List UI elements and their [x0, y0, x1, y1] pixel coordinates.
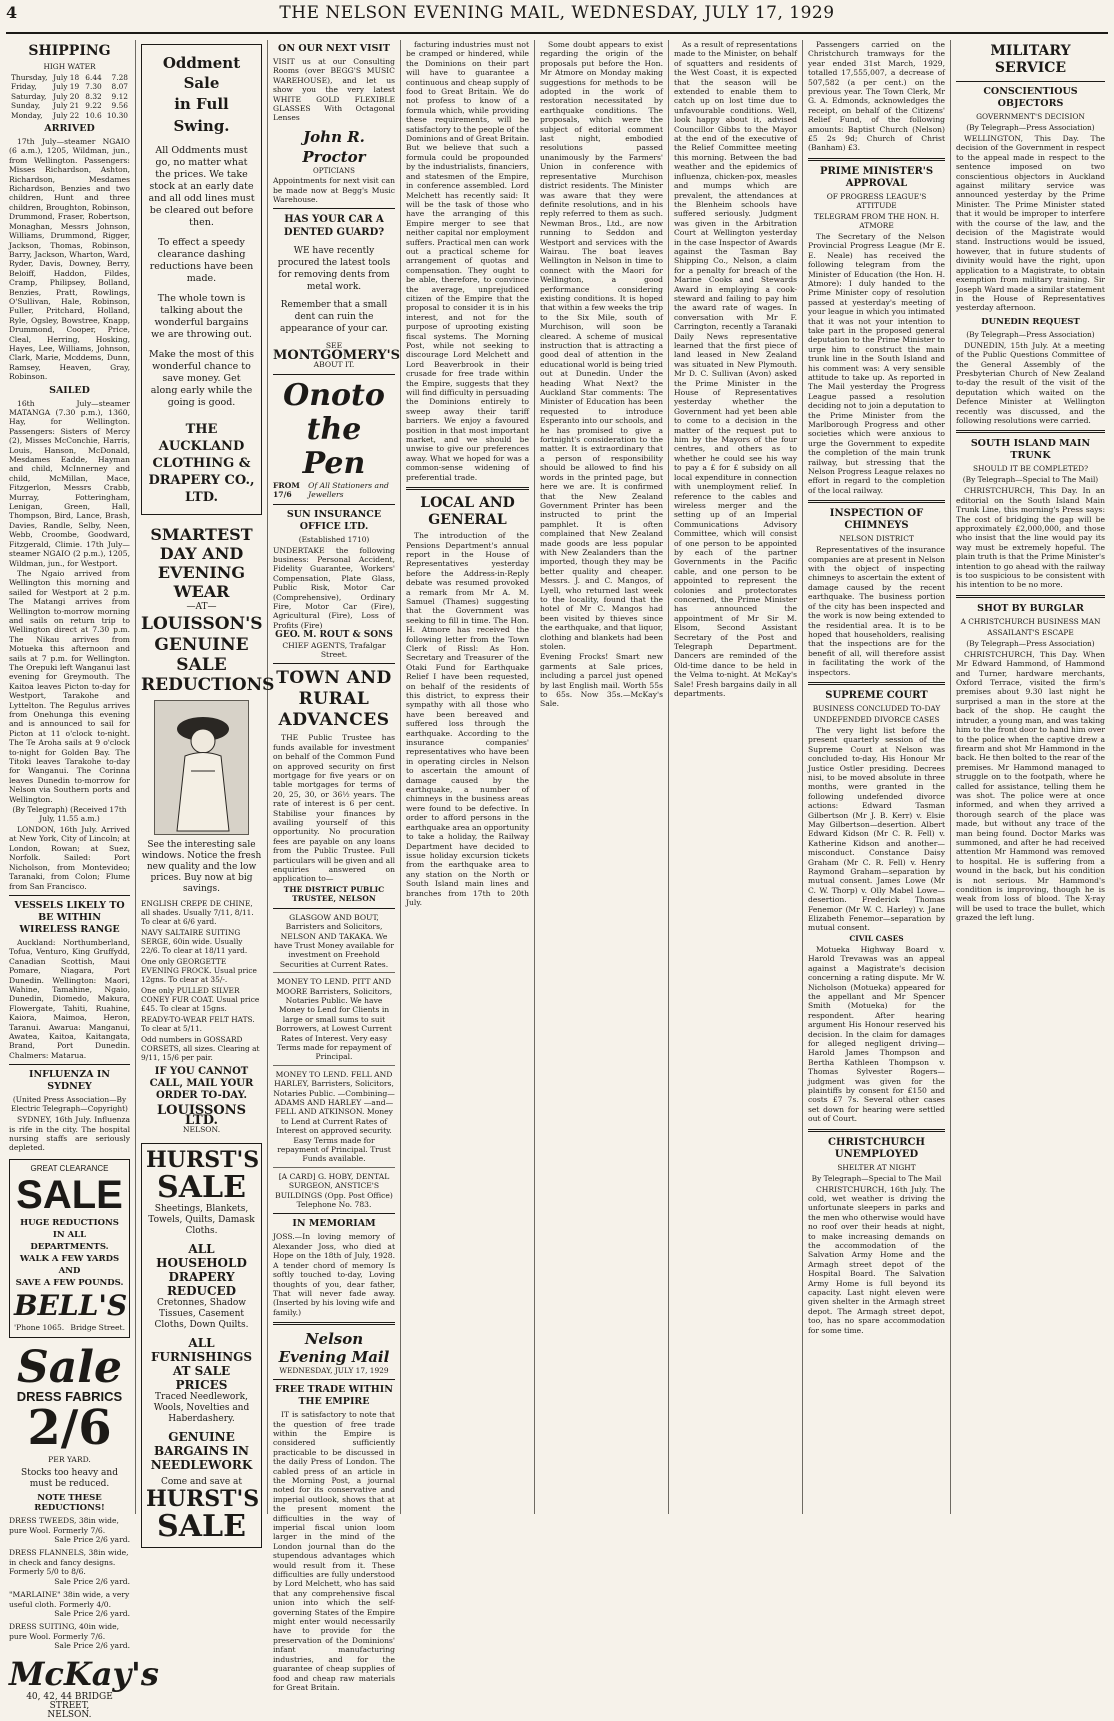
objectors-heading: CONSCIENTIOUS OBJECTORS — [983, 86, 1078, 109]
sailed-text: 16th July—steamer MATANGA (7.30 p.m.), 1360, Hay, for Wellington. Passengers: Sisters of Mercy (2), Misses McConchie, Harris, Louis, Hanson, McDonald, Mesdames Eadde, Hayman and child, McInnerney and child, McMillan, Mace, Fitzgerlon, Messrs Crabb, Murray, Fotteringham, Lenigan, Green, Hall, Thompson, Bird, Lance, Brash, Davies, Randle, Selby, Neen, Webb, Croombe, Goodward, Fitzgerald, Climie. 17th July—steamer NGAIO (2 p.m.), 1205, Wildman, jun., for Westport. — [9, 398, 130, 568]
bells-brand: BELL'S — [14, 1289, 128, 1323]
pm-approval-heading: PRIME MINISTER'S APPROVAL — [819, 165, 934, 189]
tide-day: Monday, — [11, 110, 43, 120]
editorial-heading: FREE TRADE WITHIN THE EMPIRE — [275, 1384, 393, 1408]
oddment-body-4: Make the most of this wonderful chance to save money. Get along early while the going is good. — [149, 349, 254, 408]
local-continued-2: As a result of representations made to the Minister, on behalf of squatters and residents of the West Coast, it is expected that the season will be extended to enable them to catch up on lost time due to unfavourable conditions. Well, look happy about it, advised Councillor Gibbs to the Mayor at the end of the executive of the Relief Committee meeting this morning. Between the bad weather and the epidemics of influenza, chicken-pox, measles and mumps which are prevalent, the attendances at the Blenheim schools have suffered seriously. Judgment was given in the Arbitration Court at Wellington yesterday in the case Inspector of Awards against the Tasman Bay Shipping Co., Nelson, a claim for a penalty for breach of the Marine Cooks and Stewards Award in employing a cook-steward and failing to pay him the award rate of wages. In conversation with Mr F. Carrington, recently a Taranaki Daily News representative learned that the first piece of land leased in New Zealand was situated in New Plymouth. Mr D. C. Sullivan (Avon) asked the Prime Minister in the House of Representatives yesterday whether the Government had yet been able to come to a decision in the matter of the request put to him by the Mayors of the four centres, and others as to whether he could see his way to pay a £ for £ subsidy on all local expenditure in connection with unemployment relief. In reference to the cables and wireless merger and the setting up of an Imperial Communications Advisory Committee, which will consist of one person to be appointed by each of the partner Governments in the Pacific cable, and one person to be appointed to represent the colonies and protectorates concerned, the Prime Minister has announced the appointment of Mr Sir M. Elsom, Second Assistant Secretary of the Post and Telegraph Department. Dancers are reminded of the Old-time dance to be held in the Velma to-night. At McKay's Sale! Fresh bargains daily in all departments. — [674, 40, 797, 699]
tide-am: 6.44 — [85, 73, 102, 82]
tide-pm: 8.07 — [111, 82, 128, 92]
mckays-sale: Sale — [17, 1341, 122, 1393]
oddment-body-2: To effect a speedy clearance dashing reductions have been made. — [149, 237, 254, 284]
burglar-text: CHRISTCHURCH, This Day. When Mr Edward Hammond, of Hammond and Turner, hardware merchants, Oxford Terrace, visited the firm's premises about 9.30 last night he surprised a man in the store at the back of the shop. He caught the intruder, a young man, and was taking him to the front door to hand him over to the police when the captive drew a firearm and shot Mr Hammond in the back. He then bolted to the rear of the premises. Mr Hammond managed to struggle on to the footpath, where he called for assistance, telling them he was shot. The police were at once informed, and when they arrived a thorough search of the place was made, but without any trace of the man being found. Doctor Marks was summoned, and after he had received attention Mr Hammond was removed to hospital. He is suffering from a wound in the back, but his condition is not serious. Mr Hammond's condition is improving, though he is weak from loss of blood. The X-ray will be used to trace the bullet, which grazed the left lung. — [956, 649, 1105, 923]
mckays-item — [9, 1548, 130, 1586]
trustee: THE DISTRICT PUBLIC TRUSTEE, NELSON — [283, 884, 385, 904]
hursts-advert — [141, 1143, 262, 1548]
tide-day: Saturday, — [11, 91, 47, 101]
louissons-town: NELSON. — [182, 1125, 221, 1135]
divider — [9, 895, 130, 896]
military-heading: MILITARY SERVICE — [990, 43, 1071, 76]
mckays-note-head: NOTE THESE REDUCTIONS! — [34, 1493, 105, 1513]
shipping-heading: SHIPPING — [28, 43, 111, 59]
supreme-court-sub: BUSINESS CONCLUDED TO-DAY — [812, 703, 941, 713]
divider — [808, 158, 945, 161]
louissons-mail: IF YOU CANNOT CALL, MAIL YOUR ORDER TO-DAY. — [149, 1066, 254, 1102]
supreme-court-text: The very light list before the present quarterly session of the Supreme Court at Nelson was concluded to-day, His Honour Mr Justice Ostler presiding. Decrees nisi, to be moved absolute in three months, were granted in the following undefended divorce actions: Edward Tasman Gilbertson (Mr J. B. Kerr) v. Elsie May Gilbertson—desertion. Albert Edward Kidson (Mr C. R. Fell) v. Katherine Kidson and another—misconduct. Constance Daisy Graham (Mr C. R. Fell) v. Henry Raymond Graham—separation by mutual consent. James Lowe (Mr C. W. Thorp) v. Olly Mabel Lowe—desertion. Frederick Thomas Fenemor (Mr W. C. Harley) v. Jane Elizabeth Fenemor—separation by mutual consent. — [808, 725, 945, 933]
tide-pm: 10.30 — [106, 110, 128, 120]
onoto-price: FROM 17/6 — [273, 480, 300, 500]
credit-3: (By Telegraph—Special to The Mail) — [962, 475, 1099, 485]
bells-advert — [9, 1159, 130, 1338]
masthead — [6, 4, 1108, 34]
tide-date: July 18 — [53, 73, 80, 82]
onoto-logo: Onoto the Pen — [283, 377, 385, 481]
louissons-item: One only GEORGETTE EVENING FROCK. Usual price 12gns. To clear at 35/-. — [141, 957, 257, 985]
dentist-card: [A CARD] G. HOBY, DENTAL SURGEON, ANSTICE'S BUILDINGS (Opp. Post Office) Telephone No. 783. — [275, 1171, 393, 1210]
mckays-item — [9, 1590, 130, 1618]
oddment-subtitle: in Full Swing. — [173, 95, 230, 135]
louissons-items — [141, 899, 262, 1062]
newspaper-title: THE NELSON EVENING MAIL, WEDNESDAY, JULY 17, 1929 — [279, 3, 835, 23]
louissons-item: READY-TO-WEAR FELT HATS. To clear at 5/11. — [141, 1015, 255, 1034]
mckays-frocks-note: Evening Frocks! Smart new garments at Sale prices, including a parcel just opened by last English mail. Worth 55s to 65s. Now 35s.—McKay's Sale. — [540, 652, 663, 709]
divider — [808, 500, 945, 503]
column-local — [535, 40, 669, 1514]
hursts-items: Sheetings, Blankets, Towels, Quilts, Damask Cloths. — [148, 1203, 255, 1236]
editorial-masthead: Nelson Evening Mail — [278, 1330, 390, 1367]
tide-date: July 22 — [53, 110, 80, 120]
proctor-sub: OPTICIANS — [313, 166, 355, 175]
tide-date: July 21 — [53, 101, 80, 111]
louissons-item: Odd numbers in GOSSARD CORSETS, all sizes. Clearing at 9/11, 15/6 per pair. — [141, 1035, 260, 1063]
movements-text: The Ngaio arrived from Wellington this morning and sailed for Westport at 2 p.m. The Matangi arrives from Wellington to-morrow morning and sails on return trip to Wellington direct at 7.30 p.m. The Nikau arrives from Motueka this afternoon and sails at 7 p.m. for Wellington. The Orepuki left Wanganui last evening for Greymouth. The Kaitoa leaves Picton to-day for Westport, Tarakohe and Lyttelton. The Regulus arrives from Onehunga this evening and is announced to sail for Picton at 11 o'clock to-night. The Te Aroha sails at 9 o'clock to-night for Golden Bay. The Titoki leaves Tarakohe to-day for Wanganui. The Corinna leaves Dunedin to-morrow for Nelson via Southern ports and Wellington. — [9, 568, 130, 804]
london-text: LONDON, 16th July. Arrived at New York, City of Lincoln; at London, Rowan; at Suez, Norfolk. Sailed: Port Nicholson, from Montevideo; Taranaki, from Colon; Flume from San Francisco. — [9, 825, 130, 891]
railway-sub: SHOULD IT BE COMPLETED? — [972, 464, 1089, 474]
column-local-2 — [669, 40, 803, 1514]
mckays-item-price: Sale Price 2/6 yard. — [54, 1576, 130, 1586]
bells-lines — [14, 1217, 125, 1289]
town-rural-text: THE Public Trustee has funds available for investment on behalf of the Common Fund on approved security on first mortgage for five years or on table mortgages for terms of 20, 25, 30, or 36½ years. The rate of interest is 6 per cent. Stabilise your finances by availing yourself of this opportunity. No procuration fees are payable on any loans from the Public Trustee. Full particulars will be given and all enquiries answered on application to— — [273, 733, 395, 884]
divider — [273, 374, 395, 375]
divider — [956, 595, 1105, 598]
illustration-svg — [155, 701, 250, 836]
divider — [9, 1064, 130, 1065]
tide-row — [9, 101, 130, 110]
tide-pm: 7.28 — [111, 73, 128, 82]
louissons-advert — [141, 525, 275, 1135]
louissons-item: ENGLISH CREPE DE CHINE, all shades. Usually 7/11, 8/11. To clear at 6/6 yard. — [141, 899, 254, 927]
louissons-at: —AT— — [186, 602, 217, 612]
tide-row — [9, 92, 130, 101]
louissons-title: SMARTEST DAY AND EVENING WEAR — [150, 525, 253, 601]
oddment-title: Oddment Sale — [162, 54, 241, 92]
proctor-logo: John R. Proctor — [302, 127, 366, 166]
editorial-text: IT is satisfactory to note that the question of free trade within the Empire is considered sufficiently practicable to be discussed in the daily Press of London. The cabled press of an article in the Morning Post, a journal noted for its conservative and imperial outlook, shows that at the present moment the difficulties in the way of imperial fiscal union loom larger in the mind of the London journal than do the stupendous advantages which would result from it. These difficulties are fully understood by Lord Melchett, who has said that any comprehensive fiscal union into which the self-governing States of the Empire might enter would necessarily have to provide for the preservation of the Dominions' infant manufacturing industries, and for the guarantee of cheap supplies of food and cheap raw materials for Great Britain. — [273, 1410, 395, 1692]
hursts-drapery: ALL HOUSEHOLD DRAPERY REDUCED — [156, 1241, 247, 1298]
legal-card: GLASGOW AND BOUT, Barristers and Solicitors, NELSON AND TAKAKA. We have Trust Money available for investment on Freehold Securities at Current Rates. — [273, 913, 395, 973]
tide-date: July 19 — [53, 82, 80, 92]
chimneys-text: Representatives of the insurance companies are at present in Nelson with the object of inspecting chimneys to ascertain the extent of damage caused by the recent earthquake. The business portion of the city has been inspected and the work is now being extended to the residential area. It is to be hoped that householders, realising that the inspections are for the benefit of all, will therefore assist in facilitating the work of the inspectors. — [808, 545, 945, 677]
montgomery-text: WE have recently procured the latest tools for removing dents from metal work. — [277, 246, 391, 293]
divider — [273, 504, 395, 505]
mckays-item-price: Sale Price 2/6 yard. — [54, 1641, 130, 1651]
sun-est: (Established 1710) — [298, 534, 370, 544]
unemployed-heading: CHRISTCHURCH UNEMPLOYED — [828, 1136, 925, 1160]
mckays-item-text: DRESS TWEEDS, 38in wide, pure Wool. Formerly 7/6. — [9, 1516, 119, 1535]
credit-4: (By Telegraph—Press Association) — [966, 638, 1095, 648]
onoto-footer — [273, 481, 395, 500]
hursts-brand: HURST'S — [146, 1486, 260, 1513]
montgomery-heading: HAS YOUR CAR A DENTED GUARD? — [283, 214, 385, 239]
divorce-heading: UNDEFENDED DIVORCE CASES — [813, 714, 940, 724]
divider — [808, 682, 945, 685]
dunedin-heading: DUNEDIN REQUEST — [981, 316, 1080, 327]
tide-am: 7.30 — [85, 82, 102, 92]
column-telegraph — [951, 40, 1110, 1514]
onoto-sub: Of All Stationers and Jewellers — [308, 480, 389, 500]
louissons-brand-2: LOUISSONS LTD. — [157, 1103, 246, 1128]
telegraph-note: (By Telegraph) (Received 17th July, 11.55 a.m.) — [12, 805, 127, 824]
burglar-sub-2: ASSAILANT'S ESCAPE — [987, 627, 1074, 637]
civil-cases-heading: CIVIL CASES — [849, 933, 904, 943]
oddment-body-1: All Oddments must go, no matter what the prices. We take stock at an early date and all odd lines must be cleared out before then. — [148, 145, 255, 228]
mckays-item-price: Sale Price 2/6 yard. — [54, 1535, 130, 1545]
mckays-brand: McKay's — [9, 1654, 159, 1693]
column-shipping — [4, 40, 159, 1721]
sun-heading: SUN INSURANCE OFFICE LTD. — [286, 508, 382, 532]
louissons-text: See the interesting sale windows. Notice the fresh new quality and the low prices. Buy now at big savings. — [141, 840, 262, 895]
mckays-item — [9, 1622, 130, 1650]
memoriam-heading: IN MEMORIAM — [292, 1218, 376, 1230]
tide-day: Thursday, — [11, 73, 48, 82]
tide-am: 9.22 — [85, 101, 102, 111]
legal-card: MONEY TO LEND. FELL AND HARLEY, Barristers, Solicitors, Notaries Public. —Combining— ADAMS AND HARLEY —and— FELL AND ATKINSON. Money to Lend at Current Rates of Interest on approved security. Easy Terms made for repayment of Principal. Trust Funds available. — [273, 1070, 395, 1168]
louissons-item: NAVY SALTAIRE SUITING SERGE, 60in wide. Usually 22/6. To clear at 18/11 yard. — [141, 928, 248, 956]
montgomery-text-2: Remember that a small dent can ruin the appearance of your car. — [280, 300, 388, 335]
tramways-text: Passengers carried on the Christchurch tramways for the year ended 31st March, 1929, totalled 17,555,007, a decrease of 507,582 (a per cent.) on the previous year. The Town Clerk, Mr G. A. Edmonds, acknowledges the receipt, on behalf of the Citizens' Relief Fund, of the following amounts: Baptist Church (Nelson) £5 2s 9d; Church of Christ (Banham) £3. — [808, 40, 945, 153]
sun-agent: GEO. M. ROUT & SONS — [275, 630, 393, 641]
tide-day: Friday, — [11, 82, 37, 92]
bells-line: WALK A FEW YARDS AND — [19, 1254, 120, 1277]
divider — [273, 908, 395, 909]
mckays-item-text: DRESS SUITING, 40in wide, pure Wool. Formerly 7/6. — [9, 1622, 120, 1641]
tide-row — [9, 73, 130, 82]
legal-card: MONEY TO LEND. PITT AND MOORE Barristers, Solicitors, Notaries Public. We have Money to Lend for Clients in large or small sums to suit Borrowers, at Lowest Current Rates of Interest. Very easy Terms made for repayment of Principal. — [273, 977, 395, 1066]
auckland-brand: THE AUCKLAND CLOTHING & DRAPERY CO., LTD. — [148, 422, 255, 505]
arrived-text: 17th July—steamer NGAIO (6 a.m.), 1205, Wildman, jun., from Wellington. Passengers: Misses Richardson, Ashton, Richardson, Mesdames Richardson, Benzies and two children, Hunt and three children, Broughton, Robinson, Drummond, Fraser, Robertson, Monaghan, Messrs Johnson, Williams, Drummond, Rigger, Jackson, Thomas, Robinson, Barry, Jackson, Wharton, Ward, Ryder, Davis, Downey, Berry, Beloiff, Haddon, Fildes, Cramp, Philipsey, Bolland, Benzies, Pratt, Rowlings, O'Sullivan, Hale, Robinson, Fuller, Pritchard, Holland, Ryle, Ogsley, Bowstree, Knapp, Drummond, Cooper, Price, Cleal, Herring, Hosking, Hayes, Lee, Williams, Johnson, Clark, Marie, Mcddems, Dunn, Ramsey, Heaven, Gray, Robinson. — [9, 137, 130, 382]
divider — [956, 81, 1105, 82]
montgomery-see: SEE — [325, 341, 343, 351]
burglar-heading: SHOT BY BURGLAR — [977, 602, 1084, 614]
legal-cards — [273, 913, 395, 1168]
bells-top: GREAT CLEARANCE — [30, 1163, 109, 1173]
bells-street: Bridge Street. — [70, 1323, 125, 1333]
supreme-court-heading: SUPREME COURT — [825, 689, 928, 701]
divider — [273, 663, 395, 664]
column-editorial — [401, 40, 535, 1514]
tide-am: 10.6 — [85, 110, 102, 120]
divider — [273, 1379, 395, 1380]
unemployed-credit: By Telegraph—Special to The Mail — [811, 1173, 942, 1183]
mckays-line: DRESS FABRICS — [16, 1388, 123, 1404]
oddment-body-3: The whole town is talking about the wonderful bargains we are throwing out. — [151, 293, 252, 340]
arrived-heading: ARRIVED — [44, 123, 95, 135]
high-water-heading: HIGH WATER — [43, 62, 96, 71]
influenza-text: SYDNEY, 16th July. Influenza is rife in the city. The hospital nursing staffs are seriously depleted. — [9, 1115, 130, 1153]
louissons-item: One only PULLED SILVER CONEY FUR COAT. Usual price £45. To clear at 15gns. — [141, 986, 260, 1014]
woman-in-hat-illustration — [154, 700, 249, 835]
local-general-text: The introduction of the Pensions Department's annual report in the House of Representatives yesterday before the Address-in-Reply debate was resumed provoked a remark from Mr A. M. Samuel (Thames) suggesting that the Government was seeking to fill in time. The Hon. H. Atmore has received the following letter from the Town Clerk of Rissl: As Hon. Secretary and Treasurer of the Otaki Fund for Earthquake Relief I have been requested, on behalf of the residents of this district, to express their sympathy with all those who have been bereaved and suffered loss through the earthquake. According to the insurance companies' representatives who have been in operating circles in Nelson to ascertain the amount of damage caused by the earthquake, a number of chimneys in the business areas were found to be defective. In order to afford persons in the earthquake area an opportunity to take a holiday, the Railway Department have decided to issue holiday excursion tickets from the earthquake area to any station on the North or South Island main lines and branches from 17th to 20th July. — [406, 531, 529, 907]
tide-row — [9, 82, 130, 91]
chimneys-sub: NELSON DISTRICT — [839, 534, 914, 544]
montgomery-about: ABOUT IT. — [313, 360, 355, 370]
hursts-furnishings: ALL FURNISHINGS AT SALE PRICES — [150, 1335, 253, 1392]
tide-pm: 9.56 — [111, 101, 128, 111]
divider — [273, 1322, 395, 1325]
divider — [273, 208, 395, 209]
mckays-text: Stocks too heavy and must be reduced. — [21, 1468, 118, 1490]
auckland-clothing-advert — [141, 44, 262, 515]
louissons-genuine: GENUINE SALE REDUCTIONS — [141, 635, 275, 696]
burglar-sub: A CHRISTCHURCH BUSINESS MAN — [960, 616, 1101, 626]
mckays-price: 2/6 — [27, 1400, 112, 1457]
mckays-advert — [9, 1341, 159, 1721]
influenza-heading: INFLUENZA IN SYDNEY — [29, 1069, 110, 1093]
vessels-text: Auckland: Northumberland, Tofua, Venturo, King Gruffydd, Canadian Scottish, Maui Pomare, Niagara, Port Dunedin. Wellington: Maori, Wahine, Tamahine, Ngaio, Dunedin, Diomedo, Makura, Flowergate, Tahiti, Ruahine, Kaiora, Maimoa, Heron, Taranui. Awarua: Manganui, Awatea, Kaitoa, Kaitangata, Brand, Port Dunedin. Chalmers: Matarua. — [9, 937, 130, 1060]
hursts-brand-sale: SALE — [157, 1509, 246, 1545]
railway-text: CHRISTCHURCH, This Day. In an editorial on the South Island Main Trunk Line, this morning's Press says: The cost of bridging the gap will be approximately £2,000,000, and those who insist that the line would pay its way must be extremely hopeful. The plain truth is that the Prime Minister's intention to go ahead with the railway is too suspicious to be consistent with his intention to be no more. — [956, 486, 1105, 590]
tide-date: July 20 — [53, 91, 80, 101]
influenza-credit: (United Press Association—By Electric Telegraph—Copyright) — [11, 1095, 128, 1114]
hursts-drapery-text: Cretonnes, Shadow Tissues, Casement Cloths, Down Quilts. — [154, 1297, 249, 1330]
memoriam-text: JOSS.—In loving memory of Alexander Joss, who died at Hope on the 18th of July, 1928. A tender chord of memory Is softly touched to-day, Loving thoughts of you, dear father, That will never fade away. (Inserted by his loving wife and family.) — [273, 1232, 395, 1317]
tide-am: 8.32 — [85, 91, 102, 101]
tide-row — [9, 111, 130, 120]
divider — [956, 430, 1105, 433]
credit-2: (By Telegraph—Press Association) — [966, 329, 1095, 339]
hursts-title: HURST'S — [146, 1146, 260, 1173]
hursts-come: Come and save at — [160, 1476, 243, 1487]
unemployed-text: CHRISTCHURCH, 16th July. The cold, wet weather is driving the unfortunate sleepers in parks and the men who otherwise would have no roof over their heads at night, to make increasing demands on the accommodation of the Salvation Army Home and the Armagh street depot of the Hospital Board. The Salvation Army Home is full beyond its capacity. Last night eleven were given shelter in the Armagh street depot. The Armagh street depot, too, has no spare accommodation for some time. — [808, 1184, 945, 1335]
bells-line: HUGE REDUCTIONS IN ALL DEPARTMENTS. — [20, 1218, 119, 1253]
tide-table — [9, 73, 130, 120]
tide-day: Sunday, — [11, 101, 41, 111]
proctor-note: Appointments for next visit can be made now at Begg's Music Warehouse. — [273, 176, 395, 205]
bells-phone: 'Phone 1065. — [14, 1323, 65, 1333]
vessels-heading: VESSELS LIKELY TO BE WITHIN WIRELESS RANGE — [14, 899, 125, 935]
chimneys-heading: INSPECTION OF CHIMNEYS — [829, 508, 924, 532]
proctor-heading: ON OUR NEXT VISIT — [278, 43, 390, 54]
column-notices — [268, 40, 401, 1692]
mckays-item-text: DRESS FLANNELS, 38in wide, in check and fancy designs. Formerly 5/0 to 8/6. — [9, 1548, 129, 1577]
montgomery-brand: MONTGOMERY'S — [273, 347, 401, 363]
hursts-furnishings-text: Traced Needlework, Wools, Novelties and Haberdashery. — [153, 1391, 250, 1424]
bells-footer — [14, 1323, 125, 1332]
railway-heading: SOUTH ISLAND MAIN TRUNK — [970, 438, 1091, 462]
town-rural-heading: TOWN AND RURAL ADVANCES — [276, 668, 392, 731]
mckays-per: PER YARD. — [48, 1455, 91, 1465]
bells-line: SAVE A FEW POUNDS. — [15, 1278, 124, 1289]
mckays-town: NELSON. — [47, 1710, 92, 1721]
pm-approval-text: The Secretary of the Nelson Provincial Progress League (Mr E. E. Neale) has received the following telegram from the Minister of Education (the Hon. H. Atmore): I duly handed to the Prime Minister copy of resolution passed at yesterday's meeting of your league in which you intimated that it was not your intention to take part in the proposed general deputation to the Prime Minister to urge him to construct the main trunk line in the South Island and his comment was: A very sensible attitude to take up. As reported in The Mail yesterday the Progress League passed a resolution deciding not to join a deputation to the Prime Minister from the Marlborough Progress and other societies which were anxious to urge the Government to expedite the completion of the main trunk railway, but stressing that the Nelson Progress League relaxes no effort in regard to the completion of the local railway. — [808, 231, 945, 495]
military-text: WELLINGTON, This Day. The decision of the Government in respect to the appeal made in respect to the sentence imposed on two conscientious objectors in Auckland against military service was announced yesterday by the Prime Minister. The Prime Minister stated that it would be improper to interfere with the course of the law, and the decision of the Magistrate would stand. Instructions would be issued, however, that in future students of divinity would have the right, upon application to a Magistrate, to obtain exemption from military training. Sir Joseph Ward made a similar statement in the House of Representatives yesterday afternoon. — [956, 134, 1105, 313]
unemployed-sub: SHELTER AT NIGHT — [837, 1162, 916, 1172]
sun-agent-sub: CHIEF AGENTS, Trafalgar Street. — [282, 640, 386, 659]
credit-1: (By Telegraph—Press Association) — [966, 123, 1095, 132]
column-news — [803, 40, 951, 1514]
local-continued: Some doubt appears to exist regarding the origin of the proposals put before the Hon. Mr Atmore on Monday making suggestions for methods to be adopted in the work of restoration necessitated by earthquake conditions. The proposals, which were the subject of editorial comment last night, embodied resolutions passed unanimously by the Farmers' Union in conference with representative Murchison district residents. The Minister was aware that they were definite resolutions, and in his reply referred to them as such. Newman Bros., Ltd., are now running to Seddon and Westport and services with the Wairau. The boat leaves Wellington in Nelson in time to connect with the Maori for Wellington, a good performance considering existing conditions. It is hoped that within a few weeks the trip to the Six Mile, south of Murchison, will soon be cleared. A scheme of musical instruction that is attracting a good deal of attention in the educational world is being tried out at Dunedin. Under the heading What Next? the Auckland Star comments: The Minister of Education has been requested to introduce Esperanto into our schools, and he has promised to give a fortnight's consideration to the matter. It is extraordinary that a person of responsibility should be allowed to find his words in the printed page, but here we are. It is confirmed that the New Zealand Government Printer has been instructed to print the pamphlet. It is often complained that New Zealand made goods are less popular with New Zealanders than the imported, though they may be better quality and cheaper. Messrs. J. and C. Mangos, of Lyell, who returned last week to the locality, found that the hotel of Mr C. Mangos had been visited by thieves since the earthquake, and that liquor, clothing and blankets had been stolen. — [540, 40, 663, 651]
page-number: 4 — [6, 3, 18, 22]
mckays-item-price: Sale Price 2/6 yard. — [54, 1608, 130, 1618]
sailed-heading: SAILED — [49, 384, 90, 396]
pm-approval-sub: OF PROGRESS LEAGUE'S ATTITUDE — [826, 191, 927, 210]
dunedin-text: DUNEDIN, 15th July. At a meeting of the Public Questions Committee of the General Assembly of the Presbyterian Church of New Zealand to-day the result of the visit of the deputation which waited on the Defence Minister at Wellington recently was discussed, and the following resolutions were carried. — [956, 340, 1105, 425]
mckays-address: 40, 42, 44 BRIDGE STREET, — [26, 1691, 113, 1711]
editorial-continued: facturing industries must not be cramped or hindered, while the Dominions on their part will have to guarantee a continuous and cheap supply of food to Great Britain. We do not profess to know of a formula which, while providing these requirements, will be satisfactory to the people of the Dominions and of Great Britain. But we believe that such a formula could be propounded by the industrialists, financiers, and statesmen of the Empire, in conference assembled. Lord Melchett has recently said: It will be the task of those who have the arranging of this Empire merger to see that neither capital nor employment suffers. Practical men can work out a practical scheme for arrangement of quotas and compensation. They ought to be able, therefore, to convince the average, unprejudiced citizen of the Empire that the proposal to consider it is in his interest, and not for the purpose of uprooting existing fiscal systems. The Morning Post, while not seeking to discourage Lord Melchett and Lord Beaverbrook in their crusade for free trade within the Empire, suggests that they will find difficulty in persuading the Dominions entirely to sweep away their tariff barriers. We enjoy a favoured position in that most important market, and we should be unwise to give our preferences away. What we hoped for was a common-sense widening of preferential trade. — [406, 40, 530, 482]
mckays-item-text: "MARLAINE" 38in wide, a very useful cloth. Formerly 4/0. — [9, 1590, 130, 1609]
sun-text: UNDERTAKE the following business: Personal Accident, Fidelity Guarantee, Workers' Compensation, Plate Glass, Public Risk, Motor Car (Comprehensive), Ordinary Fire, Motor Car (Fire), Agricultural (Fire), Loss of Profits (Fire) — [273, 545, 395, 630]
louissons-brand: LOUISSON'S — [141, 614, 263, 635]
tide-pm: 9.12 — [111, 91, 128, 101]
proctor-text: VISIT us at our Consulting Rooms (over BEGG'S MUSIC WAREHOUSE), and let us show you the very latest WHITE GOLD FLEXIBLE GLASSES With Octagonal Lenses — [273, 57, 395, 123]
civil-cases-text: Motueka Highway Board v. Harold Trevawas was an appeal against a Magistrate's decision concerning a rating dispute. Mr W. Nicholson (Motueka) appeared for the appellant and Mr Spencer Smith (Motueka) for the respondent. After hearing argument His Honour reserved his decision. In the claim for damages for alleged negligent driving—Harold James Thompson and Bertha Kathleen Thompson v. Thomas Sylvester Rogers—judgment was given for the plaintiffs by consent for £150 and costs £7 7s. Several other cases set down for hearing were settled out of Court. — [808, 944, 945, 1124]
divider — [808, 1129, 945, 1132]
mckays-items — [9, 1516, 130, 1650]
bells-sale: SALE — [16, 1173, 123, 1218]
column-adverts — [136, 40, 275, 1545]
hursts-sale: SALE — [157, 1169, 246, 1205]
mckays-item — [9, 1516, 130, 1544]
hursts-needlework: GENUINE BARGAINS IN NEEDLEWORK — [150, 1429, 253, 1472]
govt-decision: GOVERNMENT'S DECISION — [976, 112, 1085, 121]
editorial-date: WEDNESDAY, JULY 17, 1929 — [279, 1366, 389, 1376]
divider — [273, 1213, 395, 1214]
local-general-heading: LOCAL AND GENERAL — [420, 495, 515, 529]
pm-approval-sub-2: TELEGRAM FROM THE HON. H. ATMORE — [813, 211, 940, 230]
divider — [406, 487, 529, 490]
